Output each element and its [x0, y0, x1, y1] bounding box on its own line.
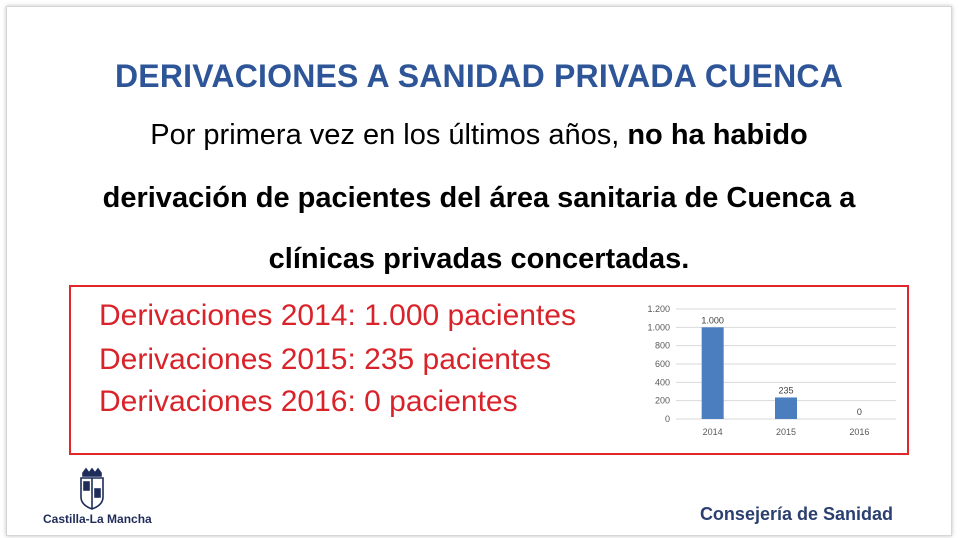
intro-line-3: clínicas privadas concertadas. [268, 243, 690, 275]
slide [6, 6, 952, 536]
x-tick-label: 2014 [702, 427, 723, 437]
y-tick-label: 1.200 [647, 304, 670, 314]
y-tick-label: 800 [654, 340, 670, 351]
y-tick-label: 200 [654, 395, 670, 406]
page-title: DERIVACIONES A SANIDAD PRIVADA CUENCA [114, 58, 844, 94]
y-tick-label: 1.000 [647, 322, 670, 333]
data-label-2015: 235 [778, 385, 794, 396]
intro-line-1 [7, 119, 951, 152]
intro-line-1-normal: Por primera vez en los últimos años, [150, 119, 628, 151]
intro-line-2: derivación de pacientes del área sanitaria de Cuenca a [102, 182, 856, 214]
derivaciones-2016: Derivaciones 2016: 0 pacientes [99, 385, 518, 418]
logo-text: Castilla-La Mancha [43, 512, 152, 526]
derivaciones-bar-chart [626, 299, 906, 449]
data-label-2016: 0 [856, 407, 862, 417]
y-tick-label: 400 [654, 377, 670, 388]
bar-2015 [775, 397, 797, 419]
derivaciones-box [69, 285, 909, 455]
y-tick-label: 0 [664, 414, 670, 424]
intro-line-1-bold: no ha habido [627, 119, 808, 151]
bar-2014 [702, 327, 724, 419]
data-label-2014: 1.000 [701, 315, 724, 326]
x-tick-label: 2015 [775, 427, 797, 437]
y-tick-label: 600 [654, 359, 670, 369]
footer-consejeria: Consejería de Sanidad [699, 504, 893, 524]
x-tick-label: 2016 [849, 427, 870, 437]
derivaciones-2014: Derivaciones 2014: 1.000 pacientes [99, 299, 576, 332]
derivaciones-2015: Derivaciones 2015: 235 pacientes [99, 343, 551, 376]
